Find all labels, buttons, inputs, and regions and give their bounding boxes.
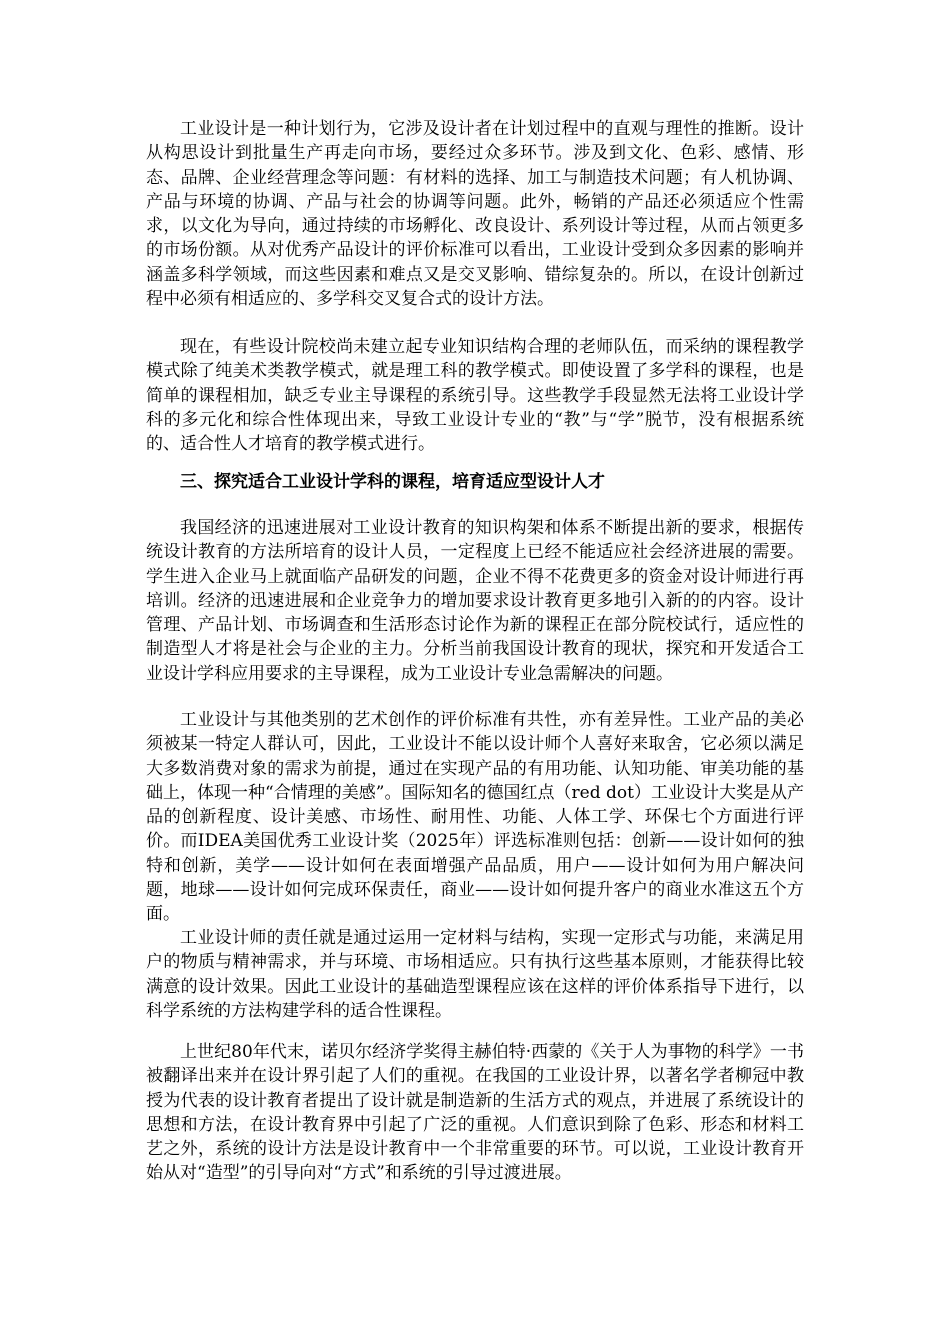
paragraph: 工业设计与其他类别的艺术创作的评价标准有共性，亦有差异性。工业产品的美必须被某一特定人群认可，因此，工业设计不能以设计师个人喜好来取舍，它必须以满足大多数消费对象的需求为前提，通过在实现产品的有用功能、认知功能、审美功能的基础上，体现一种“合情理的美感”。国际知名的德国红点（red dot）工业设计大奖是从产品的创新程度、设计美感、市场性、耐用性、功能、人体工学、环保七个方面进行评价。而IDEA美国优秀工业设计奖（2025年）评选标准则包括：创新——设计如何的独特和创新，美学——设计如何在表面增强产品品质，用户——设计如何为用户解决问题，地球——设计如何完成环保责任，商业——设计如何提升客户的商业水准这五个方面。 bbox=[146, 710, 804, 925]
paragraph: 工业设计师的责任就是通过运用一定材料与结构，实现一定形式与功能，来满足用户的物质与精神需求，并与环境、市场相适应。只有执行这些基本原则，才能获得比较满意的设计效果。因此工业设计的基础造型课程应该在这样的评价体系指导下进行，以科学系统的方法构建学科的适合性课程。 bbox=[146, 928, 804, 1021]
paragraph: 上世纪80年代末，诺贝尔经济学奖得主赫伯特·西蒙的《关于人为事物的科学》一书被翻译出来并在设计界引起了人们的重视。在我国的工业设计界，以著名学者柳冠中教授为代表的设计教育者提出了设计就是制造新的生活方式的观点，并进展了系统设计的思想和方法，在设计教育界中引起了广泛的重视。人们意识到除了色彩、形态和材料工艺之外，系统的设计方法是设计教育中一个非常重要的环节。可以说，工业设计教育开始从对“造型”的引导向对“方式”和系统的引导过渡进展。 bbox=[146, 1042, 804, 1184]
paragraph: 我国经济的迅速进展对工业设计教育的知识构架和体系不断提出新的要求，根据传统设计教育的方法所培育的设计人员，一定程度上已经不能适应社会经济进展的需要。学生进入企业马上就面临产品研发的问题，企业不得不花费更多的资金对设计师进行再培训。经济的迅速进展和企业竞争力的增加要求设计教育更多地引入新的的内容。设计管理、产品计划、市场调查和生活形态讨论作为新的课程正在部分院校试行，适应性的制造型人才将是社会与企业的主力。分析当前我国设计教育的现状，探究和开发适合工业设计学科应用要求的主导课程，成为工业设计专业急需解决的问题。 bbox=[146, 518, 804, 684]
paragraph: 现在，有些设计院校尚未建立起专业知识结构合理的老师队伍，而采纳的课程教学模式除了纯美术类教学模式，就是理工科的教学模式。即使设置了多学科的课程，也是简单的课程相加，缺乏专业主导课程的系统引导。这些教学手段显然无法将工业设计学科的多元化和综合性体现出来，导致工业设计专业的“教”与“学”脱节，没有根据系统的、适合性人才培育的教学模式进行。 bbox=[146, 337, 804, 455]
section-heading: 三、探究适合工业设计学科的课程，培育适应型设计人才 bbox=[180, 472, 605, 492]
paragraph: 工业设计是一种计划行为，它涉及设计者在计划过程中的直观与理性的推断。设计从构思设计到批量生产再走向市场，要经过众多环节。涉及到文化、色彩、感情、形态、品牌、企业经营理念等问题：有材料的选择、加工与制造技术问题；有人机协调、产品与环境的协调、产品与社会的协调等问题。此外，畅销的产品还必须适应个性需求，以文化为导向，通过持续的市场孵化、改良设计、系列设计等过程，从而占领更多的市场份额。从对优秀产品设计的评价标准可以看出，工业设计受到众多因素的影响并涵盖多科学领域，而这些因素和难点又是交叉影响、错综复杂的。所以，在设计创新过程中必须有相适应的、多学科交叉复合式的设计方法。 bbox=[146, 119, 804, 310]
